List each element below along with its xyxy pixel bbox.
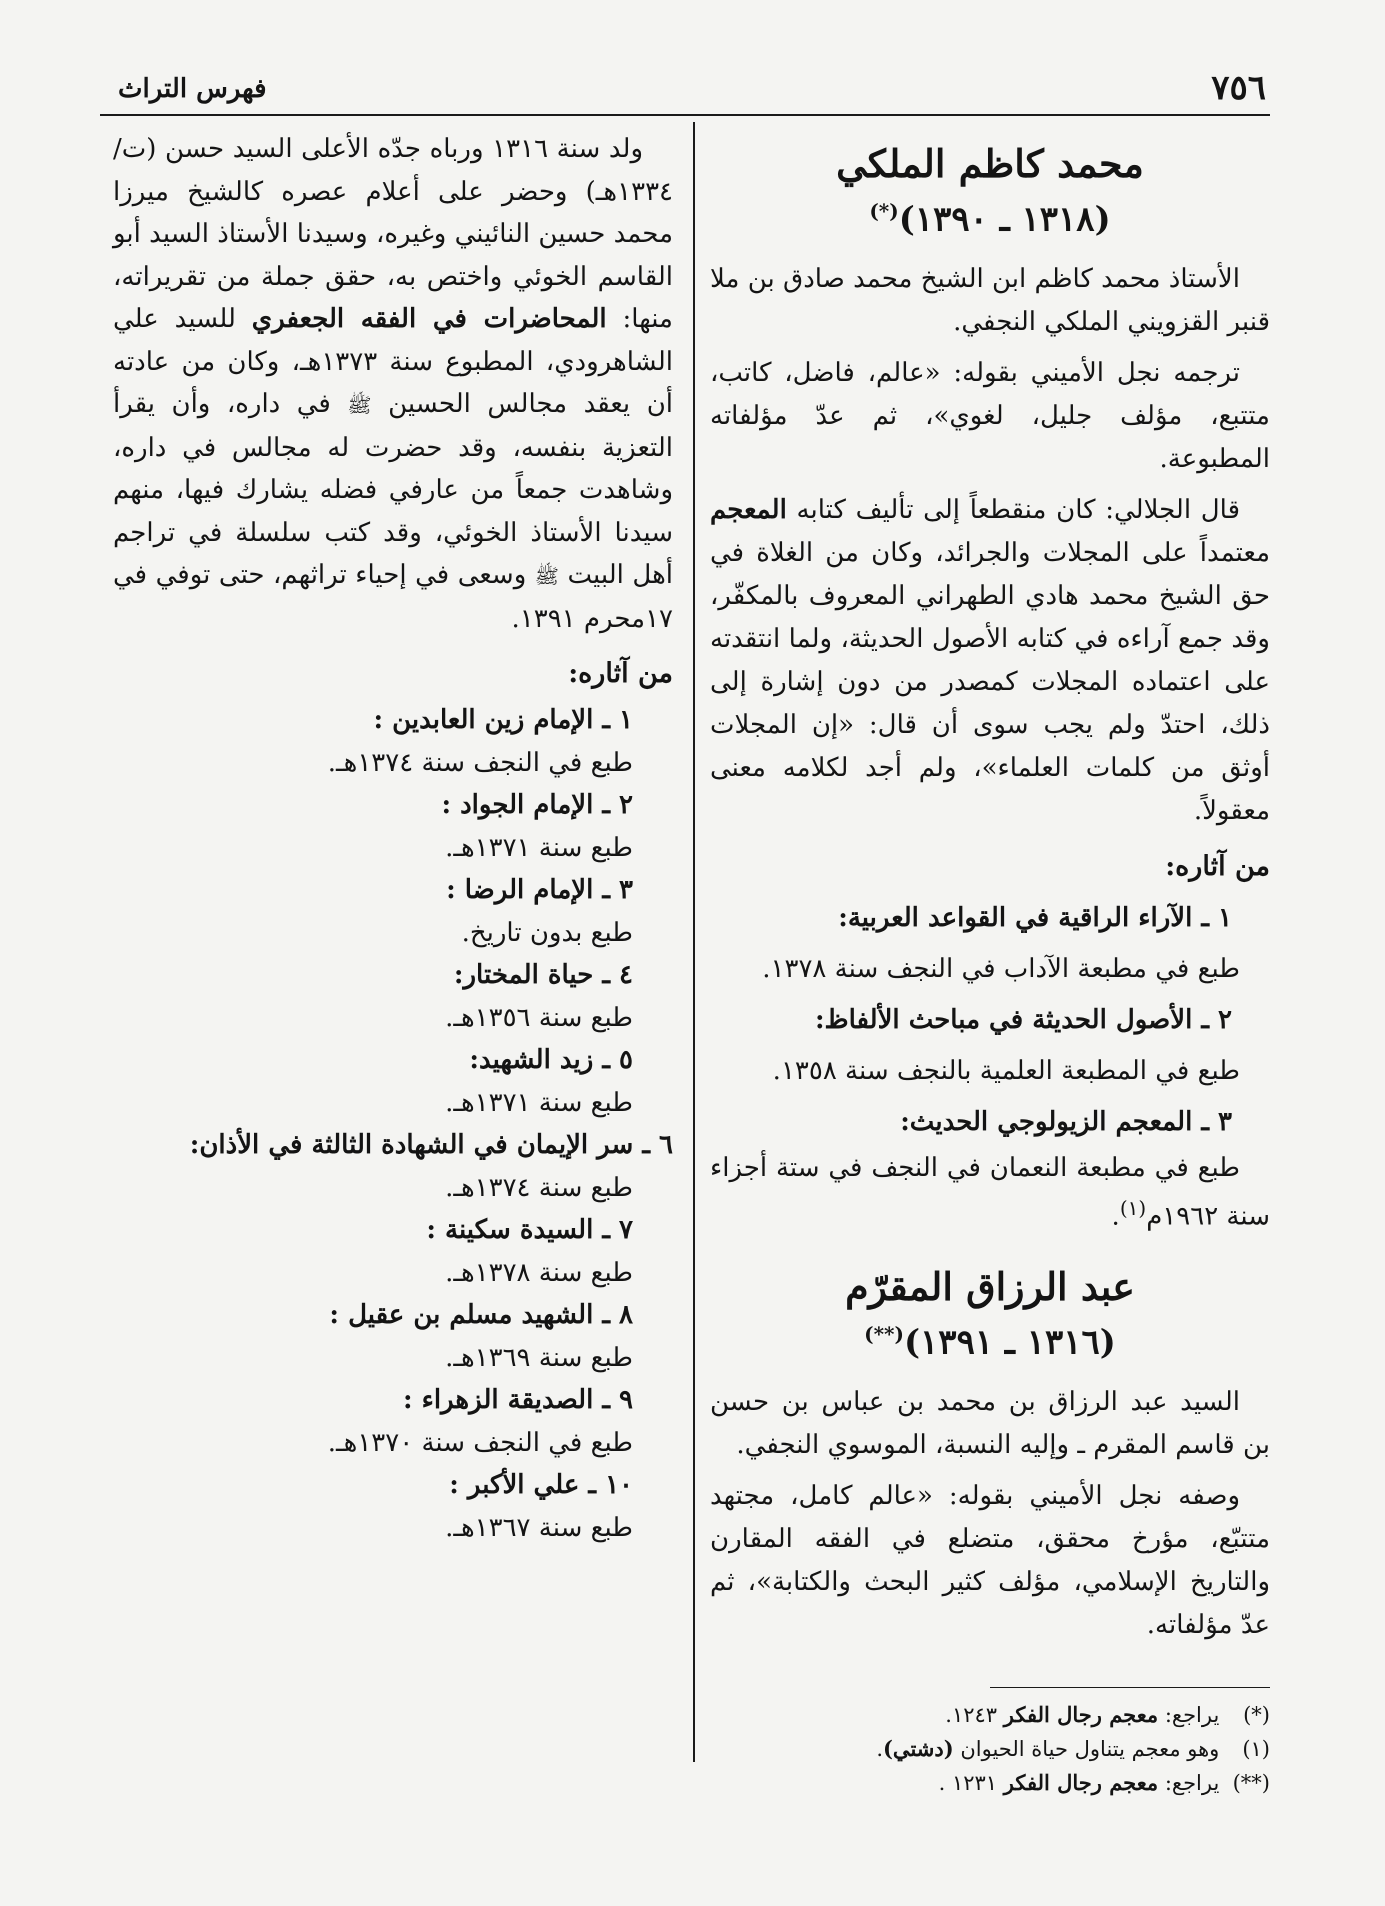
bold-term: المعجم	[710, 495, 787, 526]
paragraph: السيد عبد الرزاق بن محمد بن عباس بن حسن بن قاسم المقرم ـ وإليه النسبة، الموسوي النجفي.	[710, 1387, 1270, 1461]
paragraph-text: للسيد علي الشاهرودي، المطبوع سنة ١٣٧٣هـ، وكان من عادته أن يعقد مجالس الحسين	[113, 304, 674, 419]
publication-end: .	[1111, 1201, 1120, 1232]
work-title: ٦ ـ سر الإيمان في الشهادة الثالثة في الأذان:	[189, 1130, 673, 1160]
paragraph: وصفه نجل الأميني بقوله: «عالم كامل، مجتهد متتبّع، مؤرخ محقق، متضلع في الفقه المقارن والتاريخ الإسلامي، مؤلف كثير البحث والكتابة»، ثم عدّ مؤلفاته.	[710, 1481, 1270, 1641]
paragraph-text: وسعى في إحياء تراثهم، حتى توفي في ١٧محرم ١٣٩١.	[113, 560, 673, 634]
footnote	[710, 1698, 1270, 1732]
work-title: ١٠ ـ علي الأكبر :	[449, 1470, 633, 1500]
footnote-marker: (*)	[1243, 1703, 1270, 1728]
work-title: ٩ ـ الصديقة الزهراء :	[402, 1385, 633, 1415]
entry-title: عبد الرزاق المقرّم	[845, 1263, 1135, 1309]
footnote-marker: (**)	[1232, 1771, 1270, 1796]
work-publication: طبع بدون تاريخ.	[461, 917, 633, 948]
work-title: ٣ ـ المعجم الزيولوجي الحديث:	[900, 1107, 1232, 1138]
works-heading: من آثاره:	[568, 658, 673, 689]
right-column	[710, 128, 1270, 1800]
footnote-ref: (١)	[1119, 1196, 1147, 1221]
footnote-marker: (١)	[1242, 1737, 1270, 1762]
work-title: ٣ ـ الإمام الرضا :	[446, 875, 633, 905]
paragraph-text: في داره، وأن يقرأ التعزية بنفسه، وقد حضرت له مجالس في داره، وشاهدت جمعاً من عارفي فضله يشارك فيها، منهم سيدنا الأستاذ الخوئي، وقد كتب سلسلة في تراجم أهل البيت	[113, 389, 674, 590]
work-title: ٢ ـ الأصول الحديثة في مباحث الألفاظ:	[814, 1005, 1232, 1036]
entry-title: محمد كاظم الملكي	[836, 141, 1144, 186]
page-header	[100, 62, 1270, 116]
paragraph	[113, 128, 673, 640]
footnote-ref: (**)	[864, 1321, 904, 1346]
footnote-bold: معجم رجال الفكر	[1003, 1770, 1159, 1796]
page-number: ٧٥٦	[1211, 68, 1266, 108]
work-title: ٢ ـ الإمام الجواد :	[441, 790, 633, 820]
footnote	[710, 1732, 1270, 1766]
work-title: ٧ ـ السيدة سكينة :	[426, 1215, 633, 1245]
footnote-text: وهو معجم يتناول حياة الحيوان	[960, 1737, 1220, 1762]
footnote-bold: معجم رجال الفكر	[1003, 1702, 1159, 1728]
work-publication: طبع سنة ١٣٧٤هـ.	[445, 1172, 633, 1203]
footnote	[710, 1766, 1270, 1800]
footnote-rule	[990, 1687, 1270, 1688]
work-publication: طبع سنة ١٣٦٩هـ.	[445, 1342, 633, 1373]
work-publication: طبع سنة ١٣٧١هـ.	[445, 1087, 633, 1118]
footnote-end: ١٢٣١ .	[938, 1771, 998, 1796]
paragraph-text: ولد سنة ١٣١٦ ورباه جدّه الأعلى السيد حسن (ت/ ١٣٣٤هـ) وحضر على أعلام عصره كالشيخ ميرزا محمد حسين النائيني وغيره، وسيدنا الأستاذ السيد أبو القاسم الخوئي واختص به، حقق جملة من تقريراته، منها:	[113, 134, 673, 334]
dates-text: (١٣١٦ ـ ١٣٩١)	[903, 1322, 1116, 1363]
footnote-ref: (*)	[869, 199, 899, 223]
work-publication: طبع سنة ١٣٧٨هـ.	[445, 1257, 633, 1288]
entry-dates	[710, 1311, 1270, 1365]
work-publication: طبع سنة ١٣٧١هـ.	[445, 832, 633, 863]
work-publication	[710, 1148, 1270, 1237]
footnote-end: .	[876, 1737, 883, 1762]
honorific-symbol: ﷺ	[347, 393, 372, 417]
paragraph-text: قال الجلالي: كان منقطعاً إلى تأليف كتابه	[796, 495, 1241, 526]
column-divider	[693, 122, 695, 1762]
work-publication: طبع في مطبعة الآداب في النجف سنة ١٣٧٨.	[762, 954, 1240, 985]
publication-text: طبع في مطبعة النعمان في النجف في ستة أجزاء سنة ١٩٦٢م	[710, 1153, 1270, 1232]
paragraph: الأستاذ محمد كاظم ابن الشيخ محمد صادق بن ملا قنبر القزويني الملكي النجفي.	[710, 264, 1270, 338]
work-title: ٥ ـ زيد الشهيد:	[469, 1045, 633, 1075]
footnote-text: يراجع:	[1164, 1703, 1220, 1728]
entry-dates	[710, 188, 1270, 242]
dates-text: (١٣١٨ ـ ١٣٩٠)	[898, 199, 1111, 240]
footnote-end: ١٢٤٣.	[945, 1703, 998, 1728]
paragraph: ترجمه نجل الأميني بقوله: «عالم، فاضل، كاتب، متتبع، مؤلف جليل، لغوي»، ثم عدّ مؤلفاته المطبوعة.	[710, 358, 1270, 475]
paragraph-text: معتمداً على المجلات والجرائد، وكان من الغلاة في حق الشيخ محمد هادي الطهراني المعروف بالمكفّر، وقد جمع آراءه في كتابه الأصول الحديثة، ولما انتقدته على اعتماده المجلات كمصدر من دون إشارة إلى ذلك، احتدّ ولم يجب سوى أن قال: «إن المجلات أوثق من كلمات العلماء»، ولم أجد لكلامه معنى معقولاً.	[710, 538, 1270, 827]
works-heading: من آثاره:	[1165, 851, 1270, 883]
work-title: ١ ـ الآراء الراقية في القواعد العربية:	[838, 903, 1232, 934]
footnote-bold: (دشتي)	[883, 1736, 954, 1762]
running-title: فهرس التراث	[118, 74, 267, 104]
work-title: ٤ ـ حياة المختار:	[453, 960, 633, 990]
work-title: ١ ـ الإمام زين العابدين :	[373, 705, 633, 735]
footnote-text: يراجع:	[1164, 1771, 1220, 1796]
work-publication: طبع في النجف سنة ١٣٧٠هـ.	[327, 1427, 633, 1458]
work-publication: طبع في النجف سنة ١٣٧٤هـ.	[327, 747, 633, 778]
work-title: ٨ ـ الشهيد مسلم بن عقيل :	[329, 1300, 633, 1330]
honorific-symbol: ﷺ	[534, 564, 559, 588]
bold-term: المحاضرات في الفقه الجعفري	[251, 304, 607, 334]
work-publication: طبع سنة ١٣٦٧هـ.	[445, 1512, 633, 1543]
work-publication: طبع في المطبعة العلمية بالنجف سنة ١٣٥٨.	[772, 1056, 1240, 1087]
work-publication: طبع سنة ١٣٥٦هـ.	[445, 1002, 633, 1033]
left-column	[113, 128, 673, 1549]
paragraph	[710, 489, 1270, 833]
